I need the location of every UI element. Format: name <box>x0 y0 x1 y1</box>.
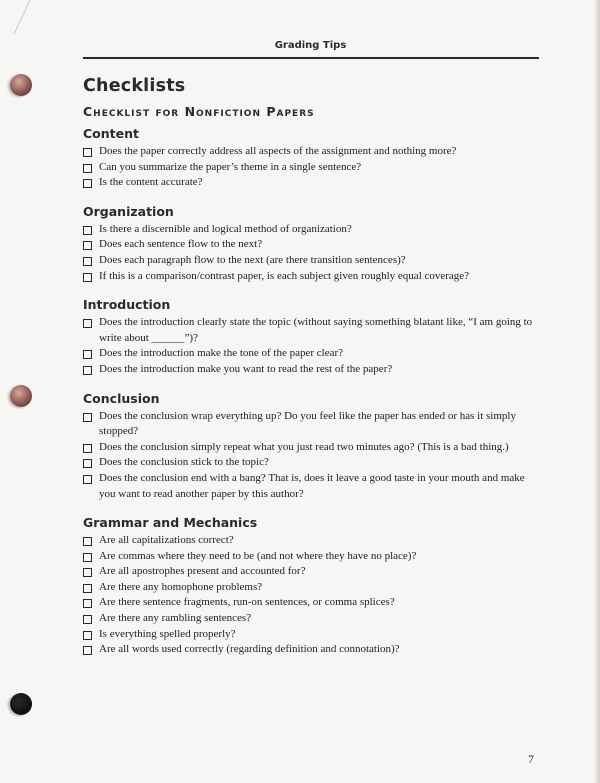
checklist-item-text: Is the content accurate? <box>99 176 203 189</box>
checklist-item <box>83 175 543 191</box>
checkbox-icon[interactable] <box>83 444 92 453</box>
checklist-item-text: Does the paper correctly address all aspects of the assignment and nothing more? <box>99 145 457 157</box>
checkbox-icon[interactable] <box>83 553 92 562</box>
checklist <box>83 409 543 503</box>
checklist-item <box>83 237 543 253</box>
checklist-item-text: Does the conclusion simply repeat what you just read two minutes ago? (This is a bad thing.) <box>99 440 509 453</box>
checkbox-icon[interactable] <box>83 148 92 157</box>
checklist-item <box>83 455 543 471</box>
checklist-item <box>83 222 543 238</box>
checkbox-icon[interactable] <box>83 179 92 188</box>
checklist <box>83 144 543 191</box>
checklist-item-text: Is there a discernible and logical method of organization? <box>99 222 352 235</box>
checklist-item-text: Does the conclusion end with a bang? That is, does it leave a good taste in your mouth and make you want to read another paper by this author? <box>99 471 525 500</box>
section-organization <box>83 204 543 284</box>
checklist-item <box>83 627 543 643</box>
checklist <box>83 222 543 284</box>
checklist-item-text: Does the conclusion stick to the topic? <box>99 456 269 469</box>
section-introduction <box>83 297 543 377</box>
checklist-item-text: Are all apostrophes present and accounted for? <box>99 565 306 578</box>
checklist-item <box>83 144 543 160</box>
section-grammar-and-mechanics <box>83 515 543 658</box>
checklist-item-text: Can you summarize the paper’s theme in a single sentence? <box>99 160 362 173</box>
checklist-item-text: Does the introduction make the tone of the paper clear? <box>99 347 344 360</box>
checklist-item-text: Are there any rambling sentences? <box>99 612 252 625</box>
checkbox-icon[interactable] <box>83 459 92 468</box>
checklist-item-text: Is everything spelled properly? <box>99 627 236 640</box>
checkbox-icon[interactable] <box>83 366 92 375</box>
checkbox-icon[interactable] <box>83 475 92 484</box>
checkbox-icon[interactable] <box>83 319 92 328</box>
checklist-item <box>83 269 543 285</box>
running-header: Grading Tips <box>274 40 347 51</box>
section-heading: Content <box>83 126 139 141</box>
checklist-item-text: Does each paragraph flow to the next (are there transition sentences)? <box>99 253 406 266</box>
checklist-item <box>83 440 543 456</box>
checkbox-icon[interactable] <box>83 646 92 655</box>
binder-hole-top <box>10 74 32 96</box>
checkbox-icon[interactable] <box>83 257 92 266</box>
binder-hole-middle <box>10 385 32 407</box>
section-heading: Organization <box>83 203 174 219</box>
checklist-item-text: If this is a comparison/contrast paper, is each subject given roughly equal coverage? <box>99 269 470 282</box>
section-conclusion <box>83 391 543 503</box>
checklist-item <box>83 533 543 549</box>
checklist-item <box>83 642 543 658</box>
checklist-item <box>83 549 543 565</box>
checklist-content <box>83 76 543 671</box>
page-number: 7 <box>528 752 534 766</box>
checkbox-icon[interactable] <box>83 631 92 640</box>
section-content <box>83 126 543 191</box>
checklist-item <box>83 595 543 611</box>
checklist-item-text: Are all words used correctly (regarding definition and connotation)? <box>99 643 400 656</box>
section-heading: Grammar and Mechanics <box>83 515 258 531</box>
checklist-item-text: Are there sentence fragments, run-on sentences, or comma splices? <box>99 596 395 609</box>
checklist <box>83 315 543 377</box>
checklist-item <box>83 471 543 502</box>
checklist-item-text: Are there any homophone problems? <box>99 580 263 593</box>
checklist-item <box>83 564 543 580</box>
checklist-item <box>83 253 543 269</box>
checklist-item <box>83 611 543 627</box>
header-rule <box>83 57 539 59</box>
checklist-item-text: Does the introduction make you want to read the rest of the paper? <box>99 362 393 375</box>
checklist-item <box>83 160 543 176</box>
checkbox-icon[interactable] <box>83 599 92 608</box>
binder-hole-bottom <box>10 693 32 715</box>
checklist-item-text: Are all capitalizations correct? <box>99 534 234 547</box>
checklist-item <box>83 409 543 440</box>
checkbox-icon[interactable] <box>83 241 92 250</box>
checklist-item-text: Does the introduction clearly state the topic (without saying something blatant like, “I am going to write about ______”)? <box>99 316 533 344</box>
checkbox-icon[interactable] <box>83 226 92 235</box>
checkbox-icon[interactable] <box>83 615 92 624</box>
page-corner-crease <box>0 0 60 60</box>
checkbox-icon[interactable] <box>83 350 92 359</box>
checkbox-icon[interactable] <box>83 164 92 173</box>
checklist-item-text: Does each sentence flow to the next? <box>99 238 263 251</box>
checkbox-icon[interactable] <box>83 568 92 577</box>
checklist-item-text: Does the conclusion wrap everything up? Do you feel like the paper has ended or has it simply stopped? <box>99 409 516 438</box>
checkbox-icon[interactable] <box>83 584 92 593</box>
page-subtitle: Checklist for Nonfiction Papers <box>83 104 315 119</box>
checklist-item <box>83 362 543 378</box>
checklist <box>83 533 543 658</box>
section-heading: Introduction <box>83 297 171 313</box>
checklist-item-text: Are commas where they need to be (and not where they have no place)? <box>99 549 417 562</box>
section-heading: Conclusion <box>83 390 160 406</box>
checklist-item <box>83 346 543 362</box>
page-title: Checklists <box>83 76 186 96</box>
page-edge-shadow <box>594 0 600 783</box>
checkbox-icon[interactable] <box>83 413 92 422</box>
checkbox-icon[interactable] <box>83 273 92 282</box>
checklist-item <box>83 315 543 346</box>
checklist-item <box>83 580 543 596</box>
checkbox-icon[interactable] <box>83 537 92 546</box>
